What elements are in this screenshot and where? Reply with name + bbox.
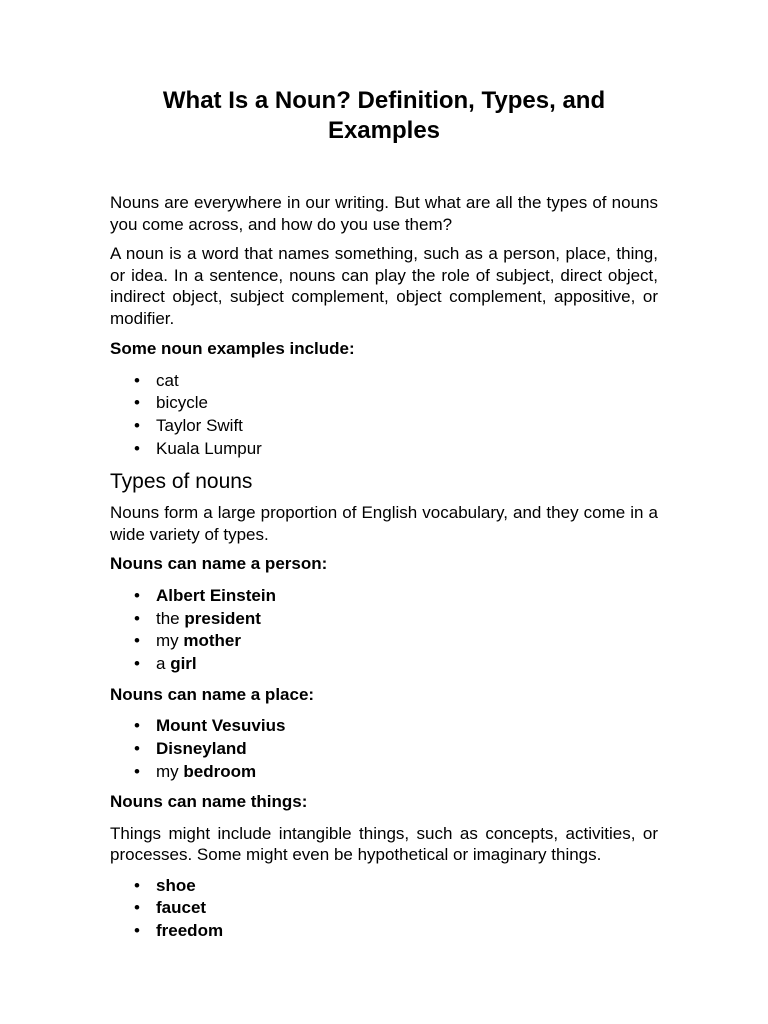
types-heading: Types of nouns — [110, 470, 253, 494]
list-item — [110, 761, 658, 784]
bullet-icon: • — [134, 738, 140, 758]
bullet-icon: • — [134, 585, 140, 605]
things-paragraph: Things might include intangible things, such as concepts, activities, or processes. Some might even be hypothetical or imaginary things. — [110, 823, 658, 865]
types-paragraph: Nouns form a large proportion of English vocabulary, and they come in a wide variety of types. — [110, 503, 658, 544]
person-label: Nouns can name a person: — [110, 554, 328, 574]
bullet-icon: • — [134, 898, 140, 918]
list-item — [110, 438, 658, 461]
bullet-icon: • — [134, 761, 140, 781]
list-item — [110, 630, 658, 653]
bullet-icon: • — [134, 716, 140, 736]
list-item-noun: girl — [170, 653, 197, 673]
list-item-prefix: a — [156, 653, 171, 673]
list-item-noun: Albert Einstein — [156, 585, 276, 605]
list-item — [110, 920, 658, 943]
place-label: Nouns can name a place: — [110, 684, 315, 704]
examples-label: Some noun examples include: — [110, 339, 355, 358]
list-item-prefix: the — [156, 608, 185, 628]
bullet-icon: • — [134, 438, 140, 458]
list-item — [110, 370, 658, 393]
place-list — [110, 715, 658, 783]
list-item-text: Kuala Lumpur — [156, 438, 262, 458]
document-title: What Is a Noun? Definition, Types, and Examples — [162, 87, 606, 144]
list-item — [110, 585, 658, 608]
bullet-icon: • — [134, 653, 140, 673]
list-item-noun: president — [184, 608, 261, 628]
list-item — [110, 608, 658, 631]
list-item-noun: bedroom — [183, 761, 257, 781]
bullet-icon: • — [134, 921, 140, 941]
bullet-icon: • — [134, 415, 140, 435]
list-item — [110, 738, 658, 761]
bullet-icon: • — [134, 608, 140, 628]
list-item-noun: faucet — [156, 898, 207, 918]
bullet-icon: • — [134, 875, 140, 895]
examples-list — [110, 370, 658, 461]
list-item — [110, 875, 658, 898]
bullet-icon: • — [134, 393, 140, 413]
list-item-noun: Disneyland — [156, 738, 247, 758]
intro-paragraph-2: A noun is a word that names something, such as a person, place, thing, or idea. In a sentence, nouns can play the role of subject, direct object, indirect object, subject complement, object complement, appositive, or modifier. — [110, 244, 658, 328]
bullet-icon: • — [134, 631, 140, 651]
list-item-noun: Mount Vesuvius — [156, 716, 286, 736]
list-item — [110, 715, 658, 738]
person-list — [110, 585, 658, 676]
list-item-prefix: my — [156, 761, 184, 781]
list-item-text: Taylor Swift — [156, 415, 243, 435]
list-item-noun: freedom — [156, 921, 224, 941]
list-item — [110, 392, 658, 415]
list-item-text: bicycle — [156, 393, 208, 413]
list-item-text: cat — [156, 370, 179, 390]
bullet-icon: • — [134, 370, 140, 390]
things-list — [110, 875, 658, 943]
intro-paragraph-1: Nouns are everywhere in our writing. But what are all the types of nouns you come across, and how do you use them? — [110, 193, 658, 234]
list-item-noun: shoe — [156, 875, 196, 895]
list-item — [110, 415, 658, 438]
list-item — [110, 653, 658, 676]
list-item — [110, 897, 658, 920]
list-item-noun: mother — [183, 631, 242, 651]
things-label: Nouns can name things: — [110, 792, 308, 812]
list-item-prefix: my — [156, 631, 184, 651]
